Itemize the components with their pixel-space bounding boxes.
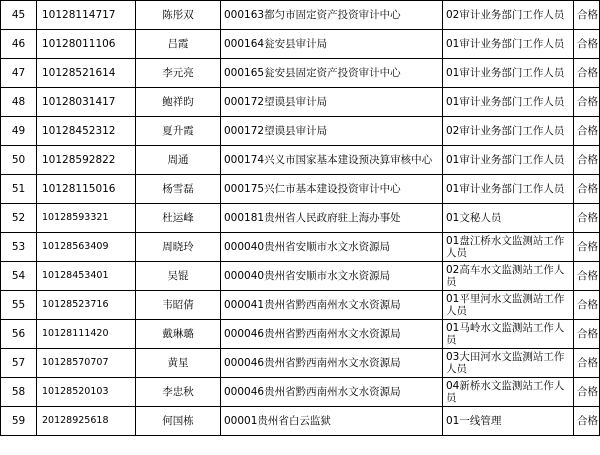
cell-unit: 000164瓮安县审计局 (221, 30, 443, 59)
cell-seq: 51 (1, 175, 37, 204)
table-row (1, 378, 600, 407)
cell-unit: 000174兴义市国家基本建设预决算审核中心 (221, 146, 443, 175)
cell-candidate-name: 李忠秋 (136, 378, 221, 407)
cell-exam-id: 10128111420 (37, 320, 136, 349)
cell-result: 合格 (574, 59, 600, 88)
table-row (1, 349, 600, 378)
cell-seq: 52 (1, 204, 37, 233)
cell-position: 02高车水文监测站工作人员 (443, 262, 574, 291)
cell-seq: 58 (1, 378, 37, 407)
cell-exam-id: 10128031417 (37, 88, 136, 117)
cell-position: 01审计业务部门工作人员 (443, 30, 574, 59)
cell-unit: 000181贵州省人民政府驻上海办事处 (221, 204, 443, 233)
cell-seq: 48 (1, 88, 37, 117)
table-row (1, 320, 600, 349)
cell-candidate-name: 夏升霞 (136, 117, 221, 146)
table-row (1, 59, 600, 88)
cell-result: 合格 (574, 262, 600, 291)
cell-exam-id: 10128114717 (37, 1, 136, 30)
table-row (1, 1, 600, 30)
cell-candidate-name: 周通 (136, 146, 221, 175)
cell-result: 合格 (574, 1, 600, 30)
cell-candidate-name: 杜运峰 (136, 204, 221, 233)
cell-position: 02审计业务部门工作人员 (443, 117, 574, 146)
table-row (1, 117, 600, 146)
cell-candidate-name: 戴琳璐 (136, 320, 221, 349)
cell-position: 01文秘人员 (443, 204, 574, 233)
cell-unit: 000046贵州省黔西南州水文水资源局 (221, 378, 443, 407)
cell-exam-id: 10128570707 (37, 349, 136, 378)
cell-seq: 46 (1, 30, 37, 59)
cell-candidate-name: 吴锟 (136, 262, 221, 291)
table-row (1, 407, 600, 436)
table-row (1, 146, 600, 175)
cell-result: 合格 (574, 175, 600, 204)
cell-candidate-name: 周晓玲 (136, 233, 221, 262)
cell-candidate-name: 何国栋 (136, 407, 221, 436)
cell-position: 01审计业务部门工作人员 (443, 175, 574, 204)
table-row (1, 291, 600, 320)
cell-result: 合格 (574, 146, 600, 175)
cell-candidate-name: 黄星 (136, 349, 221, 378)
cell-unit: 000040贵州省安顺市水文水资源局 (221, 262, 443, 291)
cell-seq: 56 (1, 320, 37, 349)
cell-exam-id: 10128521614 (37, 59, 136, 88)
cell-seq: 49 (1, 117, 37, 146)
cell-exam-id: 10128592822 (37, 146, 136, 175)
cell-exam-id: 20128925618 (37, 407, 136, 436)
cell-exam-id: 10128115016 (37, 175, 136, 204)
cell-unit: 000172望谟县审计局 (221, 117, 443, 146)
cell-result: 合格 (574, 204, 600, 233)
cell-position: 03大田河水文监测站工作人员 (443, 349, 574, 378)
cell-seq: 55 (1, 291, 37, 320)
table-row (1, 88, 600, 117)
cell-candidate-name: 李元亮 (136, 59, 221, 88)
cell-result: 合格 (574, 233, 600, 262)
cell-candidate-name: 韦昭倩 (136, 291, 221, 320)
cell-result: 合格 (574, 378, 600, 407)
cell-exam-id: 10128011106 (37, 30, 136, 59)
cell-unit: 000172望谟县审计局 (221, 88, 443, 117)
cell-result: 合格 (574, 117, 600, 146)
cell-result: 合格 (574, 88, 600, 117)
cell-exam-id: 10128523716 (37, 291, 136, 320)
cell-seq: 50 (1, 146, 37, 175)
cell-seq: 57 (1, 349, 37, 378)
cell-result: 合格 (574, 349, 600, 378)
cell-unit: 000046贵州省黔西南州水文水资源局 (221, 320, 443, 349)
cell-exam-id: 10128452312 (37, 117, 136, 146)
cell-seq: 47 (1, 59, 37, 88)
cell-position: 01审计业务部门工作人员 (443, 88, 574, 117)
table-row (1, 204, 600, 233)
cell-candidate-name: 鲍祥昀 (136, 88, 221, 117)
cell-unit: 000165瓮安县固定资产投资审计中心 (221, 59, 443, 88)
cell-position: 01审计业务部门工作人员 (443, 146, 574, 175)
cell-position: 01审计业务部门工作人员 (443, 59, 574, 88)
cell-result: 合格 (574, 291, 600, 320)
cell-exam-id: 10128563409 (37, 233, 136, 262)
table-row (1, 233, 600, 262)
cell-seq: 45 (1, 1, 37, 30)
cell-candidate-name: 杨雪磊 (136, 175, 221, 204)
cell-exam-id: 10128453401 (37, 262, 136, 291)
cell-position: 01盘江桥水文监测站工作人员 (443, 233, 574, 262)
cell-unit: 000046贵州省黔西南州水文水资源局 (221, 349, 443, 378)
table-row (1, 175, 600, 204)
table-row (1, 262, 600, 291)
cell-seq: 59 (1, 407, 37, 436)
cell-position: 01平里河水文监测站工作人员 (443, 291, 574, 320)
cell-position: 01马岭水文监测站工作人员 (443, 320, 574, 349)
cell-position: 02审计业务部门工作人员 (443, 1, 574, 30)
cell-candidate-name: 陈彤双 (136, 1, 221, 30)
table-row (1, 30, 600, 59)
cell-unit: 000040贵州省安顺市水文水资源局 (221, 233, 443, 262)
cell-result: 合格 (574, 30, 600, 59)
results-table-body (1, 1, 600, 436)
cell-exam-id: 10128593321 (37, 204, 136, 233)
cell-unit: 00001贵州省白云监狱 (221, 407, 443, 436)
cell-unit: 000175兴仁市基本建设投资审计中心 (221, 175, 443, 204)
cell-seq: 54 (1, 262, 37, 291)
cell-exam-id: 10128520103 (37, 378, 136, 407)
cell-result: 合格 (574, 320, 600, 349)
cell-unit: 000041贵州省黔西南州水文水资源局 (221, 291, 443, 320)
cell-position: 01一线管理 (443, 407, 574, 436)
cell-unit: 000163都匀市固定资产投资审计中心 (221, 1, 443, 30)
cell-position: 04新桥水文监测站工作人员 (443, 378, 574, 407)
cell-result: 合格 (574, 407, 600, 436)
cell-seq: 53 (1, 233, 37, 262)
cell-candidate-name: 吕霞 (136, 30, 221, 59)
